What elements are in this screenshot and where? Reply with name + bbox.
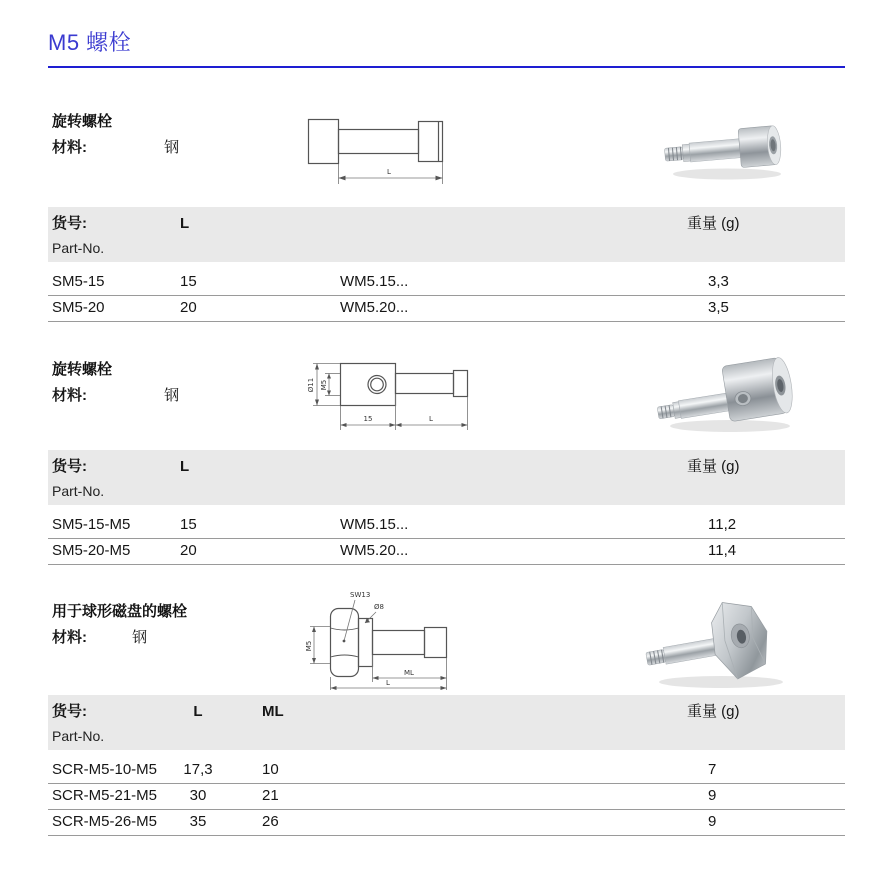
dim-label-m5: M5 (305, 640, 313, 652)
col-header-part-sub: Part-No. (52, 483, 105, 499)
spacer-cell (330, 810, 668, 835)
table-section2 (48, 450, 845, 565)
col-header-weight: 重量 (g) (687, 458, 740, 475)
part-no-cell: SCR-M5-10-M5 (52, 761, 158, 778)
dim-label-15: 15 (363, 415, 373, 423)
col-header-part: 货号: (52, 458, 87, 475)
dim-label-L: L (386, 679, 390, 687)
col-header-l: L (180, 215, 190, 232)
label-sw13: SW13 (350, 591, 371, 599)
table-row (48, 513, 845, 539)
table-row (48, 270, 845, 296)
material-value: 钢 (164, 139, 180, 156)
col-header-part-sub: Part-No. (52, 728, 105, 744)
drawing-shaft-rect (373, 631, 425, 655)
table2-header (48, 450, 845, 505)
drawing-tip-rect (425, 628, 447, 658)
drawing-shaft-rect (396, 374, 454, 394)
screw-shaft (663, 638, 717, 664)
table-row (48, 296, 845, 322)
technical-drawing-screw-1 (305, 112, 450, 190)
table1-header (48, 207, 845, 262)
col-spacer (330, 702, 668, 722)
product-photo-screw-2 (650, 352, 805, 437)
l-cell: 30 (189, 787, 207, 804)
screw-shaft (689, 139, 740, 162)
l-cell: 20 (180, 299, 197, 316)
col-header-part: 货号: (52, 215, 87, 232)
drawing-head-rect (309, 120, 339, 164)
table-section3 (48, 695, 845, 836)
screw-shaft (678, 393, 728, 418)
table-row (48, 784, 845, 810)
col-header-l: L (180, 458, 190, 475)
material-label: 材料: (52, 139, 87, 156)
l-cell: 15 (180, 273, 197, 290)
part-no-cell: SM5-20 (52, 299, 105, 316)
weight-cell: 11,2 (708, 516, 737, 533)
part-no-cell: SM5-20-M5 (52, 542, 131, 559)
photo-shadow (659, 676, 783, 688)
table-row (48, 539, 845, 565)
part-no-cell: SCR-M5-21-M5 (52, 787, 158, 804)
page-title: M5 螺栓 (48, 30, 132, 55)
drawing-hex-head (331, 609, 359, 677)
l-cell: 17,3 (183, 761, 213, 778)
ml-cell: 26 (262, 813, 279, 830)
material-label: 材料: (52, 629, 87, 646)
drawing-hole-inner (371, 378, 384, 391)
part-no-cell: SM5-15 (52, 273, 105, 290)
dim-label-m5: M5 (320, 379, 328, 391)
product-photo-screw-3 (635, 590, 800, 695)
drawing-collar-rect (359, 619, 373, 667)
weight-cell: 3,5 (708, 299, 729, 316)
drawing-tip-rect (454, 371, 468, 397)
technical-drawing-screw-3 (298, 586, 513, 690)
dim-label-d11: Ø11 (307, 377, 315, 393)
dim-label-L: L (429, 415, 433, 423)
col-header-weight: 重量 (g) (687, 703, 740, 720)
l-cell: 35 (189, 813, 207, 830)
col-header-part: 货号: (52, 703, 87, 720)
col-header-part-sub: Part-No. (52, 240, 105, 256)
weight-cell: 9 (708, 787, 717, 804)
ml-cell: 21 (262, 787, 279, 804)
spacer-cell (330, 784, 668, 809)
part-no-cell: SM5-15-M5 (52, 516, 131, 533)
order-code-cell: WM5.15... (340, 516, 409, 533)
col-header-l: L (193, 703, 203, 720)
technical-drawing-screw-2 (295, 346, 510, 438)
photo-shadow (673, 169, 781, 180)
section3-heading: 用于球形磁盘的螺栓 (52, 603, 188, 620)
dim-label-L: L (387, 168, 391, 176)
section3-material-row (52, 626, 147, 647)
col-header-weight: 重量 (g) (687, 215, 740, 232)
weight-cell: 7 (708, 761, 717, 778)
order-code-cell: WM5.20... (340, 542, 409, 559)
page-title-block (48, 26, 845, 68)
order-code-cell: WM5.15... (340, 273, 409, 290)
col-header-code (340, 214, 668, 234)
section2-material-row (52, 384, 179, 405)
photo-shadow (670, 420, 790, 432)
dim-label-ml: ML (404, 669, 414, 677)
section1-material-row (52, 136, 179, 157)
spacer-cell (330, 758, 668, 783)
order-code-cell: WM5.20... (340, 299, 409, 316)
material-label: 材料: (52, 387, 87, 404)
col-header-code (340, 457, 668, 477)
table3-header (48, 695, 845, 750)
dimension-arrows (312, 627, 447, 691)
l-cell: 20 (180, 542, 197, 559)
weight-cell: 9 (708, 813, 717, 830)
l-cell: 15 (180, 516, 197, 533)
section1-heading: 旋转螺栓 (52, 113, 113, 130)
product-photo-screw-1 (655, 112, 795, 187)
material-value: 钢 (132, 629, 148, 646)
col-header-ml: ML (262, 703, 284, 720)
weight-cell: 11,4 (708, 542, 737, 559)
table-row (48, 810, 845, 836)
drawing-shaft-rect (339, 130, 419, 154)
table-section1 (48, 207, 845, 322)
weight-cell: 3,3 (708, 273, 729, 290)
leader-lines (344, 600, 376, 641)
material-value: 钢 (164, 387, 180, 404)
part-no-cell: SCR-M5-26-M5 (52, 813, 158, 830)
section2-heading: 旋转螺栓 (52, 361, 113, 378)
ml-cell: 10 (262, 761, 279, 778)
label-d8: Ø8 (374, 603, 384, 611)
table-row (48, 758, 845, 784)
